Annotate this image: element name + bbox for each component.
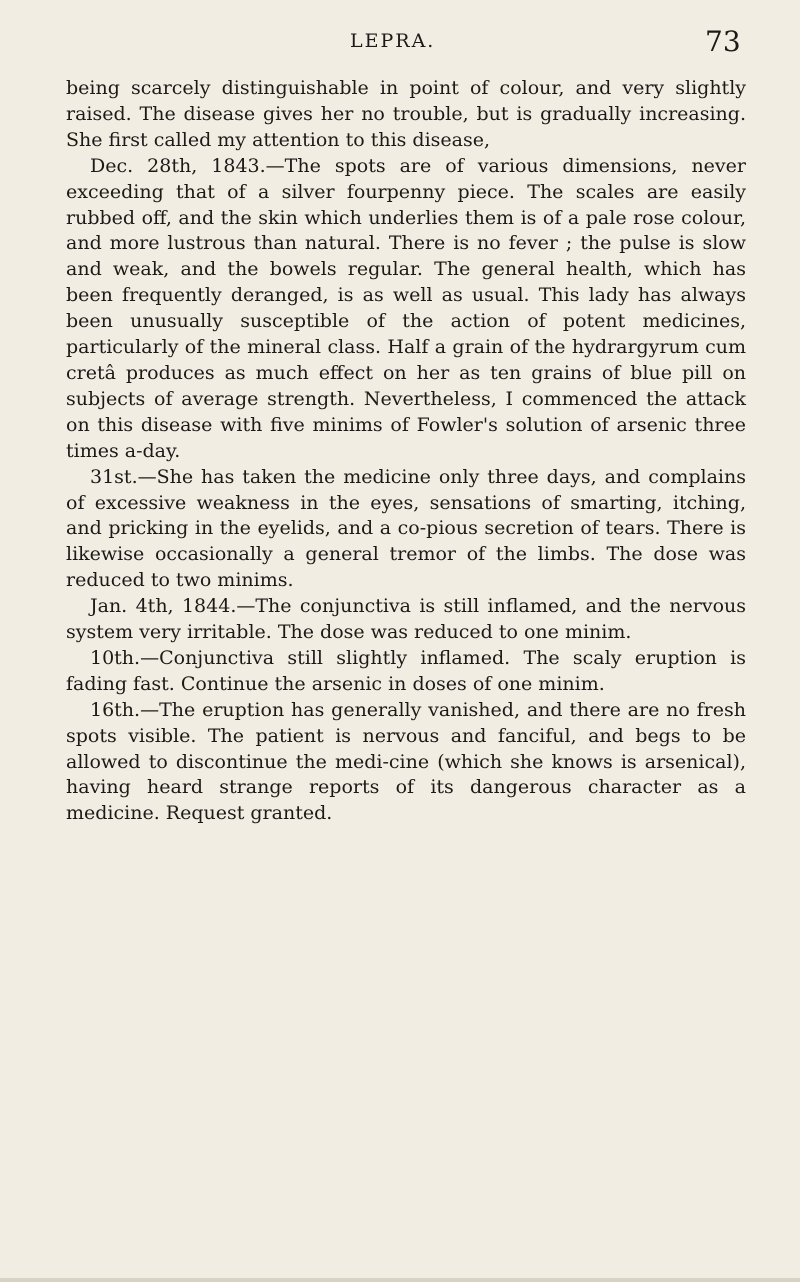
page-number: 73: [705, 25, 741, 58]
running-head: LEPRA.: [350, 30, 436, 52]
page-edge: [0, 1278, 800, 1282]
paragraph-31st: 31st.—She has taken the medicine only three days, and complains of excessive weakness in the eyes, sensations of smarting, itching, and pricking in the eyelids, and a co-pious secretion of tears. There is likewise occasionally a general tremor of the limbs. The dose was reduced to two minims.: [66, 465, 746, 592]
paragraph-dec-28: Dec. 28th, 1843.—The spots are of various dimensions, never exceeding that of a silver fourpenny piece. The scales are easily rubbed off, and the skin which underlies them is of a pale rose colour, and more lustrous than natural. There is no fever ; the pulse is slow and weak, and the bowels regular. The general health, which has been frequently deranged, is as well as usual. This lady has always been unusually susceptible of the action of potent medicines, particularly of the mineral class. Half a grain of the hydrargyrum cum cretâ produces as much effect on her as ten grains of blue pill on subjects of average strength. Nevertheless, I commenced the attack on this disease with five minims of Fowler's solution of arsenic three times a-day.: [66, 154, 746, 462]
paragraph-jan-4: Jan. 4th, 1844.—The conjunctiva is still inflamed, and the nervous system very irritable. The dose was reduced to one minim.: [66, 595, 746, 644]
paragraph-16th: 16th.—The eruption has generally vanished, and there are no fresh spots visible. The patient is nervous and fanciful, and begs to be allowed to discontinue the medi-cine (which she knows is arsenical), having heard strange reports of its dangerous character as a medicine. Request granted.: [66, 698, 746, 825]
body-text: [66, 76, 746, 827]
paragraph-continuation: being scarcely distinguishable in point of colour, and very slightly raised. The disease gives her no trouble, but is gradually increasing. She first called my attention to this disease,: [66, 77, 746, 151]
paragraph-10th: 10th.—Conjunctiva still slightly inflamed. The scaly eruption is fading fast. Continue the arsenic in doses of one minim.: [66, 646, 746, 695]
